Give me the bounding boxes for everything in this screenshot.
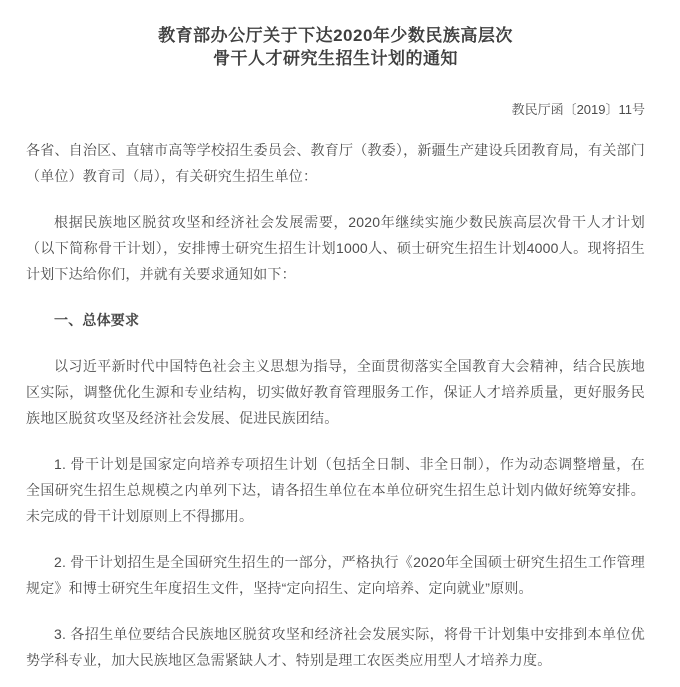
section-heading-overall-requirements: 一、总体要求 [54,312,140,328]
document-title [26,24,645,70]
document-title-line-1: 教育部办公厅关于下达2020年少数民族高层次 [158,26,513,45]
body-paragraph-item-1: 1. 骨干计划是国家定向培养专项招生计划（包括全日制、非全日制），作为动态调整增量，在全国研究生招生总规模之内单列下达，请各招生单位在本单位研究生招生总计划内做好统筹安排。未完成的骨干计划原则上不得挪用。 [26,456,645,524]
document-number: 教民厅函〔2019〕11号 [511,102,645,117]
body-paragraph-guiding-ideology: 以习近平新时代中国特色社会主义思想为指导，全面贯彻落实全国教育大会精神，结合民族地区实际，调整优化生源和专业结构，切实做好教育管理服务工作，保证人才培养质量，更好服务民族地区脱贫攻坚及经济社会发展、促进民族团结。 [26,358,645,426]
body-paragraph-item-2: 2. 骨干计划招生是全国研究生招生的一部分，严格执行《2020年全国硕士研究生招生工作管理规定》和博士研究生年度招生文件，坚持“定向招生、定向培养、定向就业”原则。 [26,554,645,596]
document-title-line-2: 骨干人才研究生招生计划的通知 [213,49,458,68]
intro-paragraph: 根据民族地区脱贫攻坚和经济社会发展需要，2020年继续实施少数民族高层次骨干人才计划（以下简称骨干计划），安排博士研究生招生计划1000人、硕士研究生招生计划4000人。现将招生计划下达给你们，并就有关要求通知如下： [26,214,645,282]
salutation-paragraph: 各省、自治区、直辖市高等学校招生委员会、教育厅（教委），新疆生产建设兵团教育局，有关部门（单位）教育司（局），有关研究生招生单位： [26,142,645,184]
body-paragraph-item-3: 3. 各招生单位要结合民族地区脱贫攻坚和经济社会发展实际，将骨干计划集中安排到本单位优势学科专业，加大民族地区急需紧缺人才、特别是理工农医类应用型人才培养力度。 [26,626,645,668]
